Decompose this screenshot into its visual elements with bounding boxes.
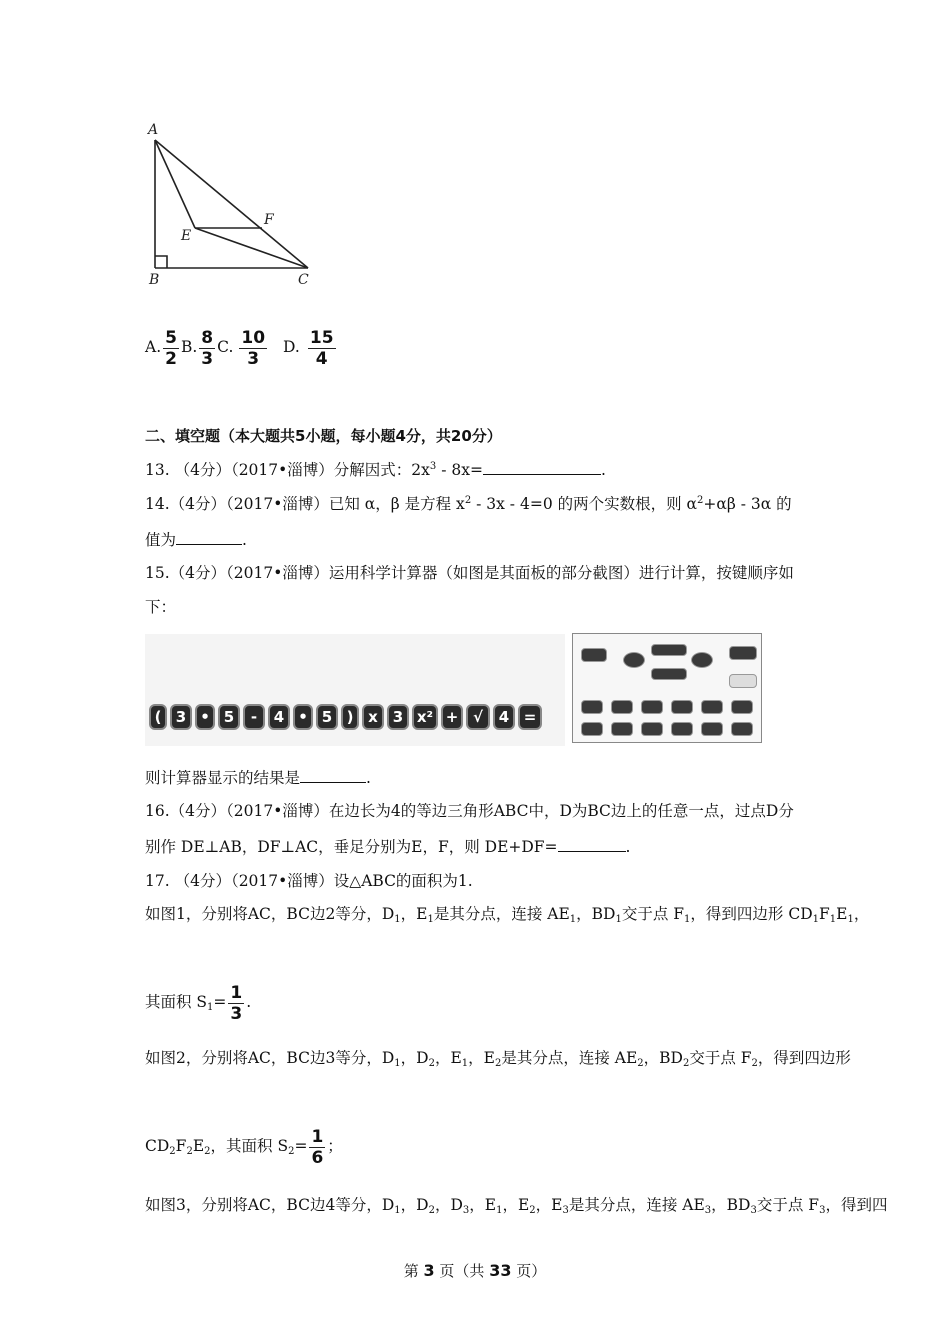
answer-choices [145,325,338,369]
choice-b-label: B. [180,338,198,356]
label-f: F [264,212,274,228]
page-total: 33 [489,1261,512,1280]
answer-blank-15[interactable] [300,768,366,783]
key-3-2: 3 [387,704,409,730]
question-14-line2: 值为 . [145,531,247,549]
key-x-squared: x² [412,704,438,730]
question-16-line2: 别作 DE⊥AB，DF⊥AC，垂足分别为E，F，则 DE+DF= . [145,838,631,856]
key-open-paren: ( [149,704,167,730]
section-title: 二、填空题（本大题共5小题，每小题4分，共20分） [145,427,502,445]
key-close-paren: ) [341,704,359,730]
page-footer: 第 3 页（共 33 页） [403,1261,547,1280]
key-sqrt: √ [466,704,490,730]
area1-fraction: $\frac{1}{3}$ [230,982,243,1024]
key-4-2: 4 [493,704,515,730]
area2-fraction: $\frac{1}{6}$ [311,1126,324,1168]
question-17-line1: 17. （4分）（2017•淄博）设△ABC的面积为1. [145,872,473,890]
label-a: A [148,122,159,138]
question-15-result: 则计算器显示的结果是 . [145,769,371,787]
question-15-line2: 下： [145,598,177,616]
triangle-figure [140,118,340,290]
key-dot-2: • [293,704,313,730]
key-minus: - [243,704,265,730]
choice-b-fraction: $\frac{8}{3}$ [201,327,214,369]
answer-blank-14[interactable] [176,530,242,545]
page-number: 3 [423,1261,435,1280]
question-15-line1: 15.（4分）（2017•淄博）运用科学计算器（如图是其面板的部分截图）进行计算，按键顺序如 [145,564,794,582]
choice-c-label: C. [217,338,234,356]
label-e: E [181,228,192,244]
question-14-line1: 14.（4分）（2017•淄博）已知 α，β 是方程 $x^2 - 3x - 4=0$ 的两个实数根，则 $\alpha^2+\alpha\beta - 3\alpha$ 的 [145,495,792,513]
key-5-2: 5 [316,704,338,730]
label-c: C [298,272,309,288]
choice-a-fraction: $\frac{5}{2}$ [165,327,177,369]
question-17-fig1: 如图1，分别将AC，BC边2等分，$D_1$，$E_1$是其分点，连接 $AE_1$，$BD_1$交于点 $F_1$，得到四边形 $CD_1F_1E_1$， [145,905,870,925]
key-sequence-strip [145,634,565,746]
question-17-area2: $CD_2F_2E_2$，其面积 $S_2=$ $\frac{1}{6}$ ； [145,1126,343,1168]
answer-blank-16[interactable] [558,837,626,852]
question-17-fig3: 如图3，分别将AC，BC边4等分，$D_1$，$D_2$，$D_3$，$E_1$，$E_2$，$E_3$是其分点，连接 $AE_3$，$BD_3$交于点 $F_3$，得到四 [145,1196,888,1216]
calculator-panel-image [572,633,762,743]
question-17-fig2: 如图2，分别将AC，BC边3等分，$D_1$，$D_2$，$E_1$，$E_2$是其分点，连接 $AE_2$，$BD_2$交于点 $F_2$，得到四边形 [145,1049,851,1069]
label-b: B [149,272,160,288]
key-equals: = [518,704,542,730]
choice-d-fraction: $\frac{15}{4}$ [309,327,334,369]
key-dot: • [195,704,215,730]
key-5: 5 [218,704,240,730]
key-plus: + [441,704,463,730]
question-13: 13. （4分）（2017•淄博）分解因式：$2x^3 - 8x=$ . [145,461,606,479]
choice-d-label: D. [283,338,300,356]
key-sequence [145,704,565,732]
choice-c-fraction: $\frac{10}{3}$ [241,327,266,369]
answer-blank-13[interactable] [483,460,601,475]
key-3: 3 [170,704,192,730]
key-multiply: x [362,704,384,730]
question-16-line1: 16.（4分）（2017•淄博）在边长为4的等边三角形ABC中，D为BC边上的任意一点，过点D分 [145,802,794,820]
choice-a-label: A. [145,338,162,356]
key-4: 4 [268,704,290,730]
question-17-area1: 其面积 $S_1=$ $\frac{1}{3}$ . [145,982,252,1024]
